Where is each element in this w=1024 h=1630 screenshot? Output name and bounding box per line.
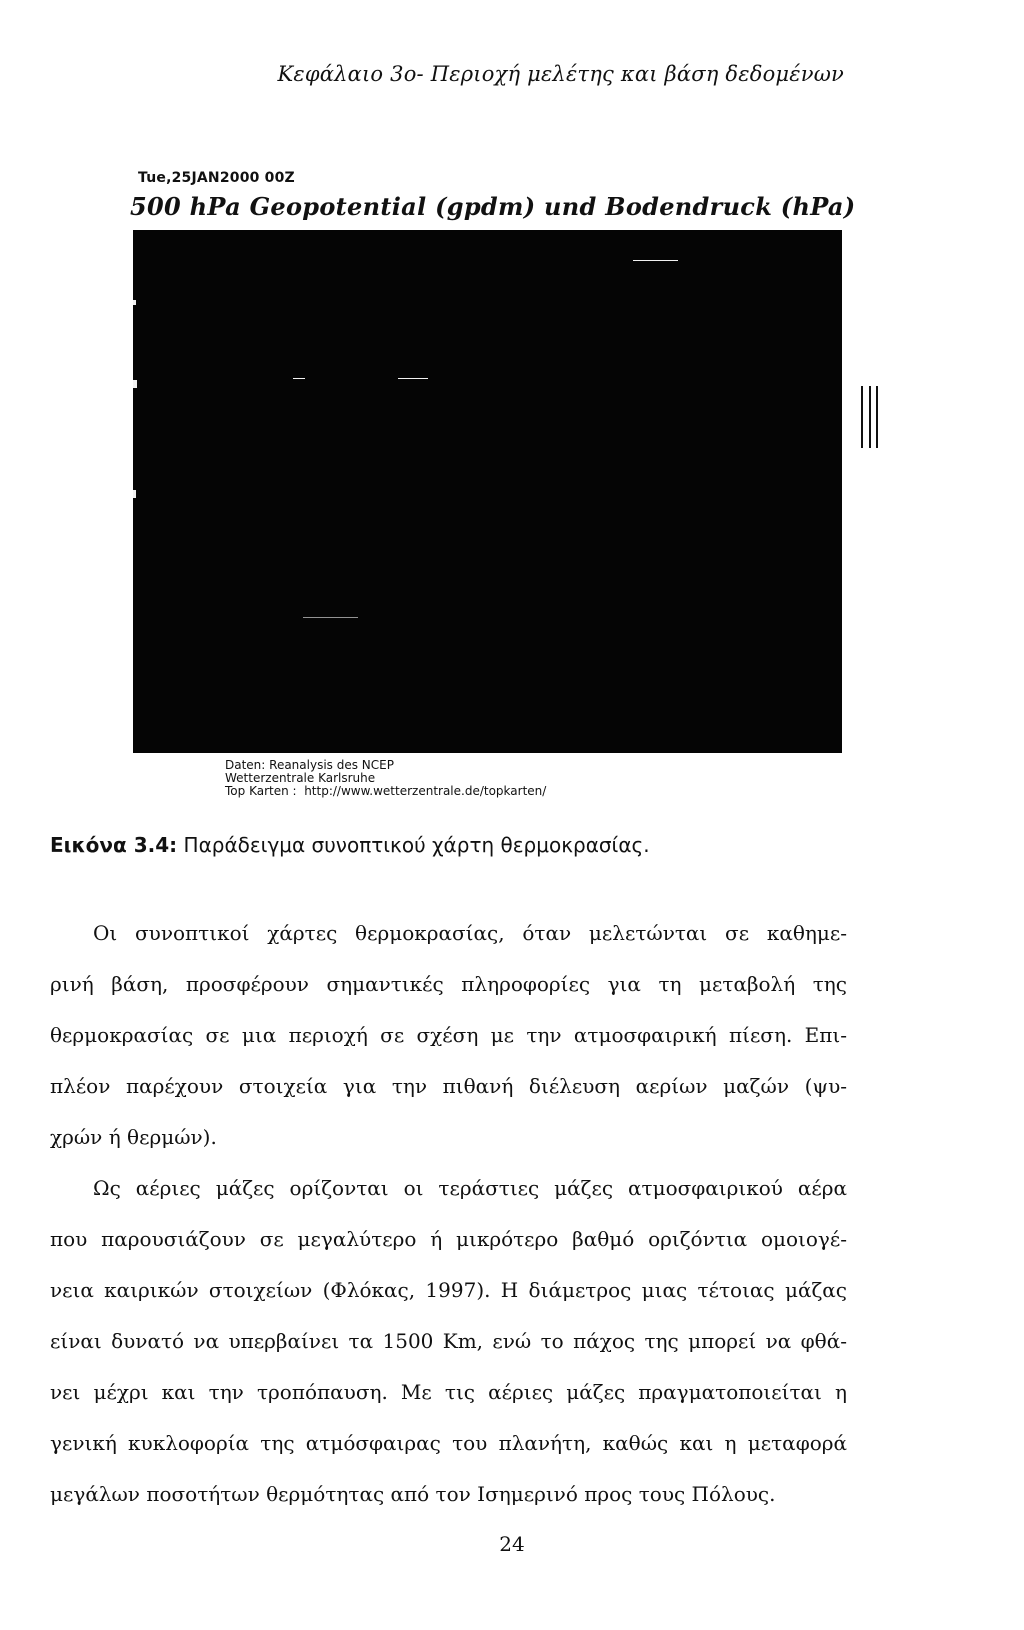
- side-tick: [869, 386, 871, 448]
- paragraph-line: νει μέχρι και την τροπόπαυση. Με τις αέριες μάζες πραγματοποιείται η: [50, 1380, 847, 1404]
- paragraph-line: γενική κυκλοφορία της ατμόσφαιρας του πλανήτη, καθώς και η μεταφορά: [50, 1431, 847, 1455]
- paragraph-line: θερμοκρασίας σε μια περιοχή σε σχέση με την ατμοσφαιρική πίεση. Επι-: [50, 1023, 847, 1047]
- paragraph-line: νεια καιρικών στοιχείων (Φλόκας, 1997). Η διάμετρος μιας τέτοιας μάζας: [50, 1278, 847, 1302]
- paragraph-line: που παρουσιάζουν σε μεγαλύτερο ή μικρότερο βαθμό οριζόντια ομοιογέ-: [50, 1227, 847, 1251]
- page-number: 24: [499, 1532, 525, 1556]
- paragraph-line: μεγάλων ποσοτήτων θερμότητας από τον Ισημερινό προς τους Πόλους.: [50, 1482, 776, 1506]
- map-artifact: [303, 617, 358, 618]
- figure-caption: [50, 833, 650, 857]
- map-title: 500 hPa Geopotential (gpdm) und Bodendruck (hPa): [130, 192, 856, 221]
- credit-line: Wetterzentrale Karlsruhe: [225, 771, 376, 785]
- caption-text: Παράδειγμα συνοπτικού χάρτη θερμοκρασίας.: [177, 833, 650, 857]
- map-artifact: [133, 490, 136, 498]
- map-artifact: [633, 260, 678, 261]
- running-header: Κεφάλαιο 3ο- Περιοχή μελέτης και βάση δεδομένων: [277, 62, 844, 86]
- caption-label: Εικόνα 3.4:: [50, 833, 178, 857]
- credit-line: Daten: Reanalysis des NCEP: [225, 758, 394, 772]
- paragraph-line: Οι συνοπτικοί χάρτες θερμοκρασίας, όταν μελετώνται σε καθημε-: [93, 921, 847, 945]
- map-credits: [225, 759, 546, 798]
- side-tick: [861, 386, 863, 448]
- paragraph-line: πλέον παρέχουν στοιχεία για την πιθανή διέλευση αερίων μαζών (ψυ-: [50, 1074, 847, 1098]
- paragraph-line: Ως αέριες μάζες ορίζονται οι τεράστιες μάζες ατμοσφαιρικού αέρα: [93, 1176, 847, 1200]
- side-tick: [876, 386, 878, 448]
- credit-line: Top Karten : http://www.wetterzentrale.de/topkarten/: [225, 784, 547, 798]
- body-text: [50, 908, 847, 1520]
- paragraph-line: είναι δυνατό να υπερβαίνει τα 1500 Km, ενώ το πάχος της μπορεί να φθά-: [50, 1329, 847, 1353]
- map-artifact: [293, 378, 305, 379]
- map-side-marks: [861, 386, 879, 448]
- map-artifact: [133, 300, 136, 305]
- map-artifact: [133, 380, 137, 388]
- paragraph-line: χρών ή θερμών).: [50, 1125, 217, 1149]
- map-artifact: [398, 378, 428, 379]
- paragraph-line: ρινή βάση, προσφέρουν σημαντικές πληροφορίες για τη μεταβολή της: [50, 972, 847, 996]
- map-date-line: Tue,25JAN2000 00Z: [138, 170, 295, 186]
- synoptic-map-image: [133, 230, 842, 753]
